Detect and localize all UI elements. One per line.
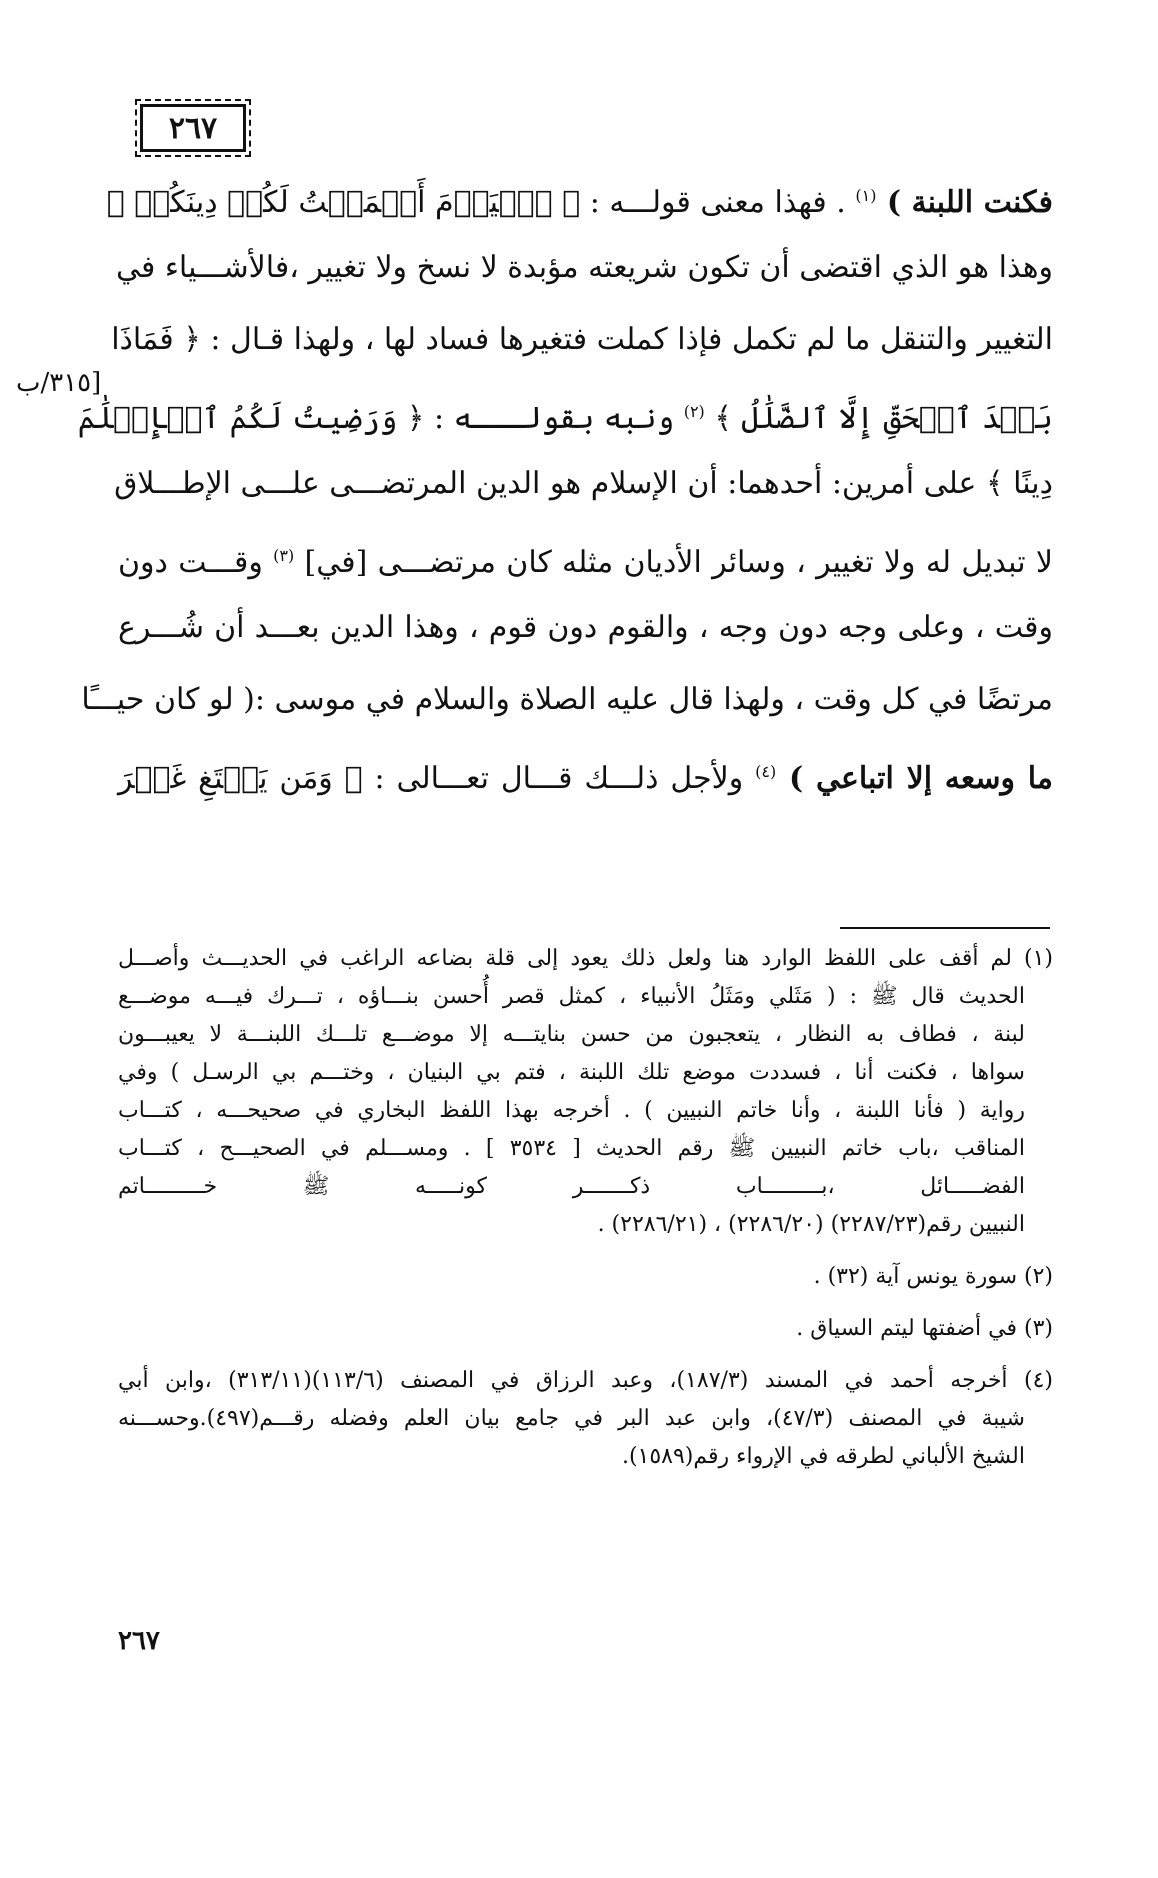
footnote-line: لبنة ، فطاف به النظار ، يتعجبون من حسن بنايتـــه إلا موضـــع تلـــك اللبنـــة لا يعيبـــون [118, 1022, 1025, 1047]
footnote-2 [118, 1258, 1053, 1296]
main-line-9 [118, 736, 1053, 808]
text-segment: التغيير والتنقل ما لم تكمل فإذا كملت فتغيرها فساد لها ، ولهذا قـال : ﴿ فَمَاذَا [111, 322, 1053, 357]
footnote-separator [840, 927, 1050, 929]
page-number-box [140, 104, 246, 152]
text-segment: بَعۡدَ ٱلۡحَقِّ إِلَّا ٱلضَّلَٰلُ ﴾ [704, 401, 1053, 436]
main-line-3 [111, 304, 1053, 376]
footnote-ref: (٢) [683, 402, 705, 421]
main-line-8 [81, 664, 1053, 736]
footnote-3 [118, 1310, 1053, 1348]
text-segment: وهذا هو الذي اقتضى أن تكون شريعته مؤبدة لا نسخ ولا تغيير ،فالأشـــياء في [115, 250, 1053, 285]
footnote-4 [118, 1362, 1053, 1476]
footnotes [118, 940, 1053, 1490]
main-line-2 [115, 232, 1053, 304]
text-segment: . فهذا معنى قولـــه : ﴿ ٱلۡيَوۡمَ أَكۡمَلۡتُ لَكُمۡ دِينَكُمۡ ﴾ [106, 185, 856, 220]
footnote-line: سواها ، فكنت أنا ، فسددت موضع تلك اللبنة ، فتم بي البنيان ، وختـــم بي الرسـل ) وفي [118, 1060, 1025, 1085]
footnote-line: الفضـــــائل ،بـــــــــاب ذكـــــــر كونـــــه ﷺ خـــــــــاتم [118, 1174, 1025, 1199]
text-segment: ولأجل ذلـــك قـــال تعـــالى : ﴿ وَمَن يَبۡتَغِ غَيۡرَ [118, 761, 756, 796]
footnote-ref: (٣) [273, 546, 295, 565]
text-segment: ونبه بقولـــه : ﴿ وَرَضِيتُ لَكُمُ ٱلۡإِسۡلَٰمَ [77, 401, 684, 436]
main-line-7 [118, 592, 1053, 664]
footnote-line: (١) لم أقف على اللفظ الوارد هنا ولعل ذلك يعود إلى قلة بضاعه الراغب في الحديـــث وأصـــل [118, 946, 1053, 971]
main-line-1 [106, 160, 1053, 232]
text-segment: وقت ، وعلى وجه دون وجه ، والقوم دون قوم ، وهذا الدين بعـــد أن شُـــرع [118, 610, 1053, 645]
text-segment: لا تبديل له ولا تغيير ، وسائر الأديان مثله كان مرتضـــى [في] [294, 545, 1053, 580]
footnote-line: رواية ( فأنا اللبنة ، وأنا خاتم النبيين ) . أخرجه بهذا اللفظ البخاري في صحيحـــه ، كتـــاب [118, 1098, 1025, 1123]
footnote-line: (٢) سورة يونس آية (٣٢) . [813, 1264, 1053, 1289]
main-line-4 [77, 376, 1053, 448]
footnote-line: النبيين رقم(٢٢٨٧/٢٣) (٢٢٨٦/٢٠) ، (٢٢٨٦/٢١) . [597, 1212, 1025, 1237]
footnote-line: (٣) في أضفتها ليتم السياق . [796, 1316, 1053, 1341]
footnote-line: (٤) أخرجه أحمد في المسند (١٨٧/٣)، وعبد الرزاق في المصنف (١١٣/٦)(٣١٣/١١) ،وابن أبي [118, 1368, 1053, 1393]
footnote-ref: (١) [855, 186, 877, 205]
footnote-line: الحديث قال ﷺ : ( مَثَلي ومَثَلُ الأنبياء ، كمثل قصر أُحسن بنـــاؤه ، تـــرك فيـــه موضـــع [118, 984, 1025, 1009]
page-number-top: ٢٦٧ [168, 110, 218, 146]
main-text [77, 160, 1053, 808]
text-segment: مرتضًا في كل وقت ، ولهذا قال عليه الصلاة والسلام في موسى :( لو كان حيـــًا [81, 682, 1053, 717]
text-segment: ما وسعه إلا اتباعي ) [776, 761, 1053, 796]
margin-manuscript-note: [٣١٥/ب [16, 368, 102, 398]
footnote-line: المناقب ،باب خاتم النبيين ﷺ رقم الحديث [ ٣٥٣٤ ] . ومســـلم في الصحيـــح ، كتـــاب [118, 1136, 1025, 1161]
footnote-line: الشيخ الألباني لطرقه في الإرواء رقم(١٥٨٩). [621, 1444, 1025, 1469]
main-line-6 [118, 520, 1053, 592]
text-segment: دِينًا ﴾ على أمرين: أحدهما: أن الإسلام هو الدين المرتضـــى علـــى الإطـــلاق [114, 466, 1053, 501]
main-line-5 [114, 448, 1053, 520]
footnote-1 [118, 940, 1053, 1244]
page-number-bottom: ٢٦٧ [118, 1626, 160, 1656]
footnote-ref: (٤) [755, 762, 777, 781]
footnote-line: شيبة في المصنف (٤٧/٣)، وابن عبد البر في جامع بيان العلم وفضله رقـــم(٤٩٧).وحســـنه [118, 1406, 1025, 1431]
text-segment: فكنت اللبنة ) [876, 185, 1053, 220]
text-segment: وقـــت دون [118, 545, 274, 580]
